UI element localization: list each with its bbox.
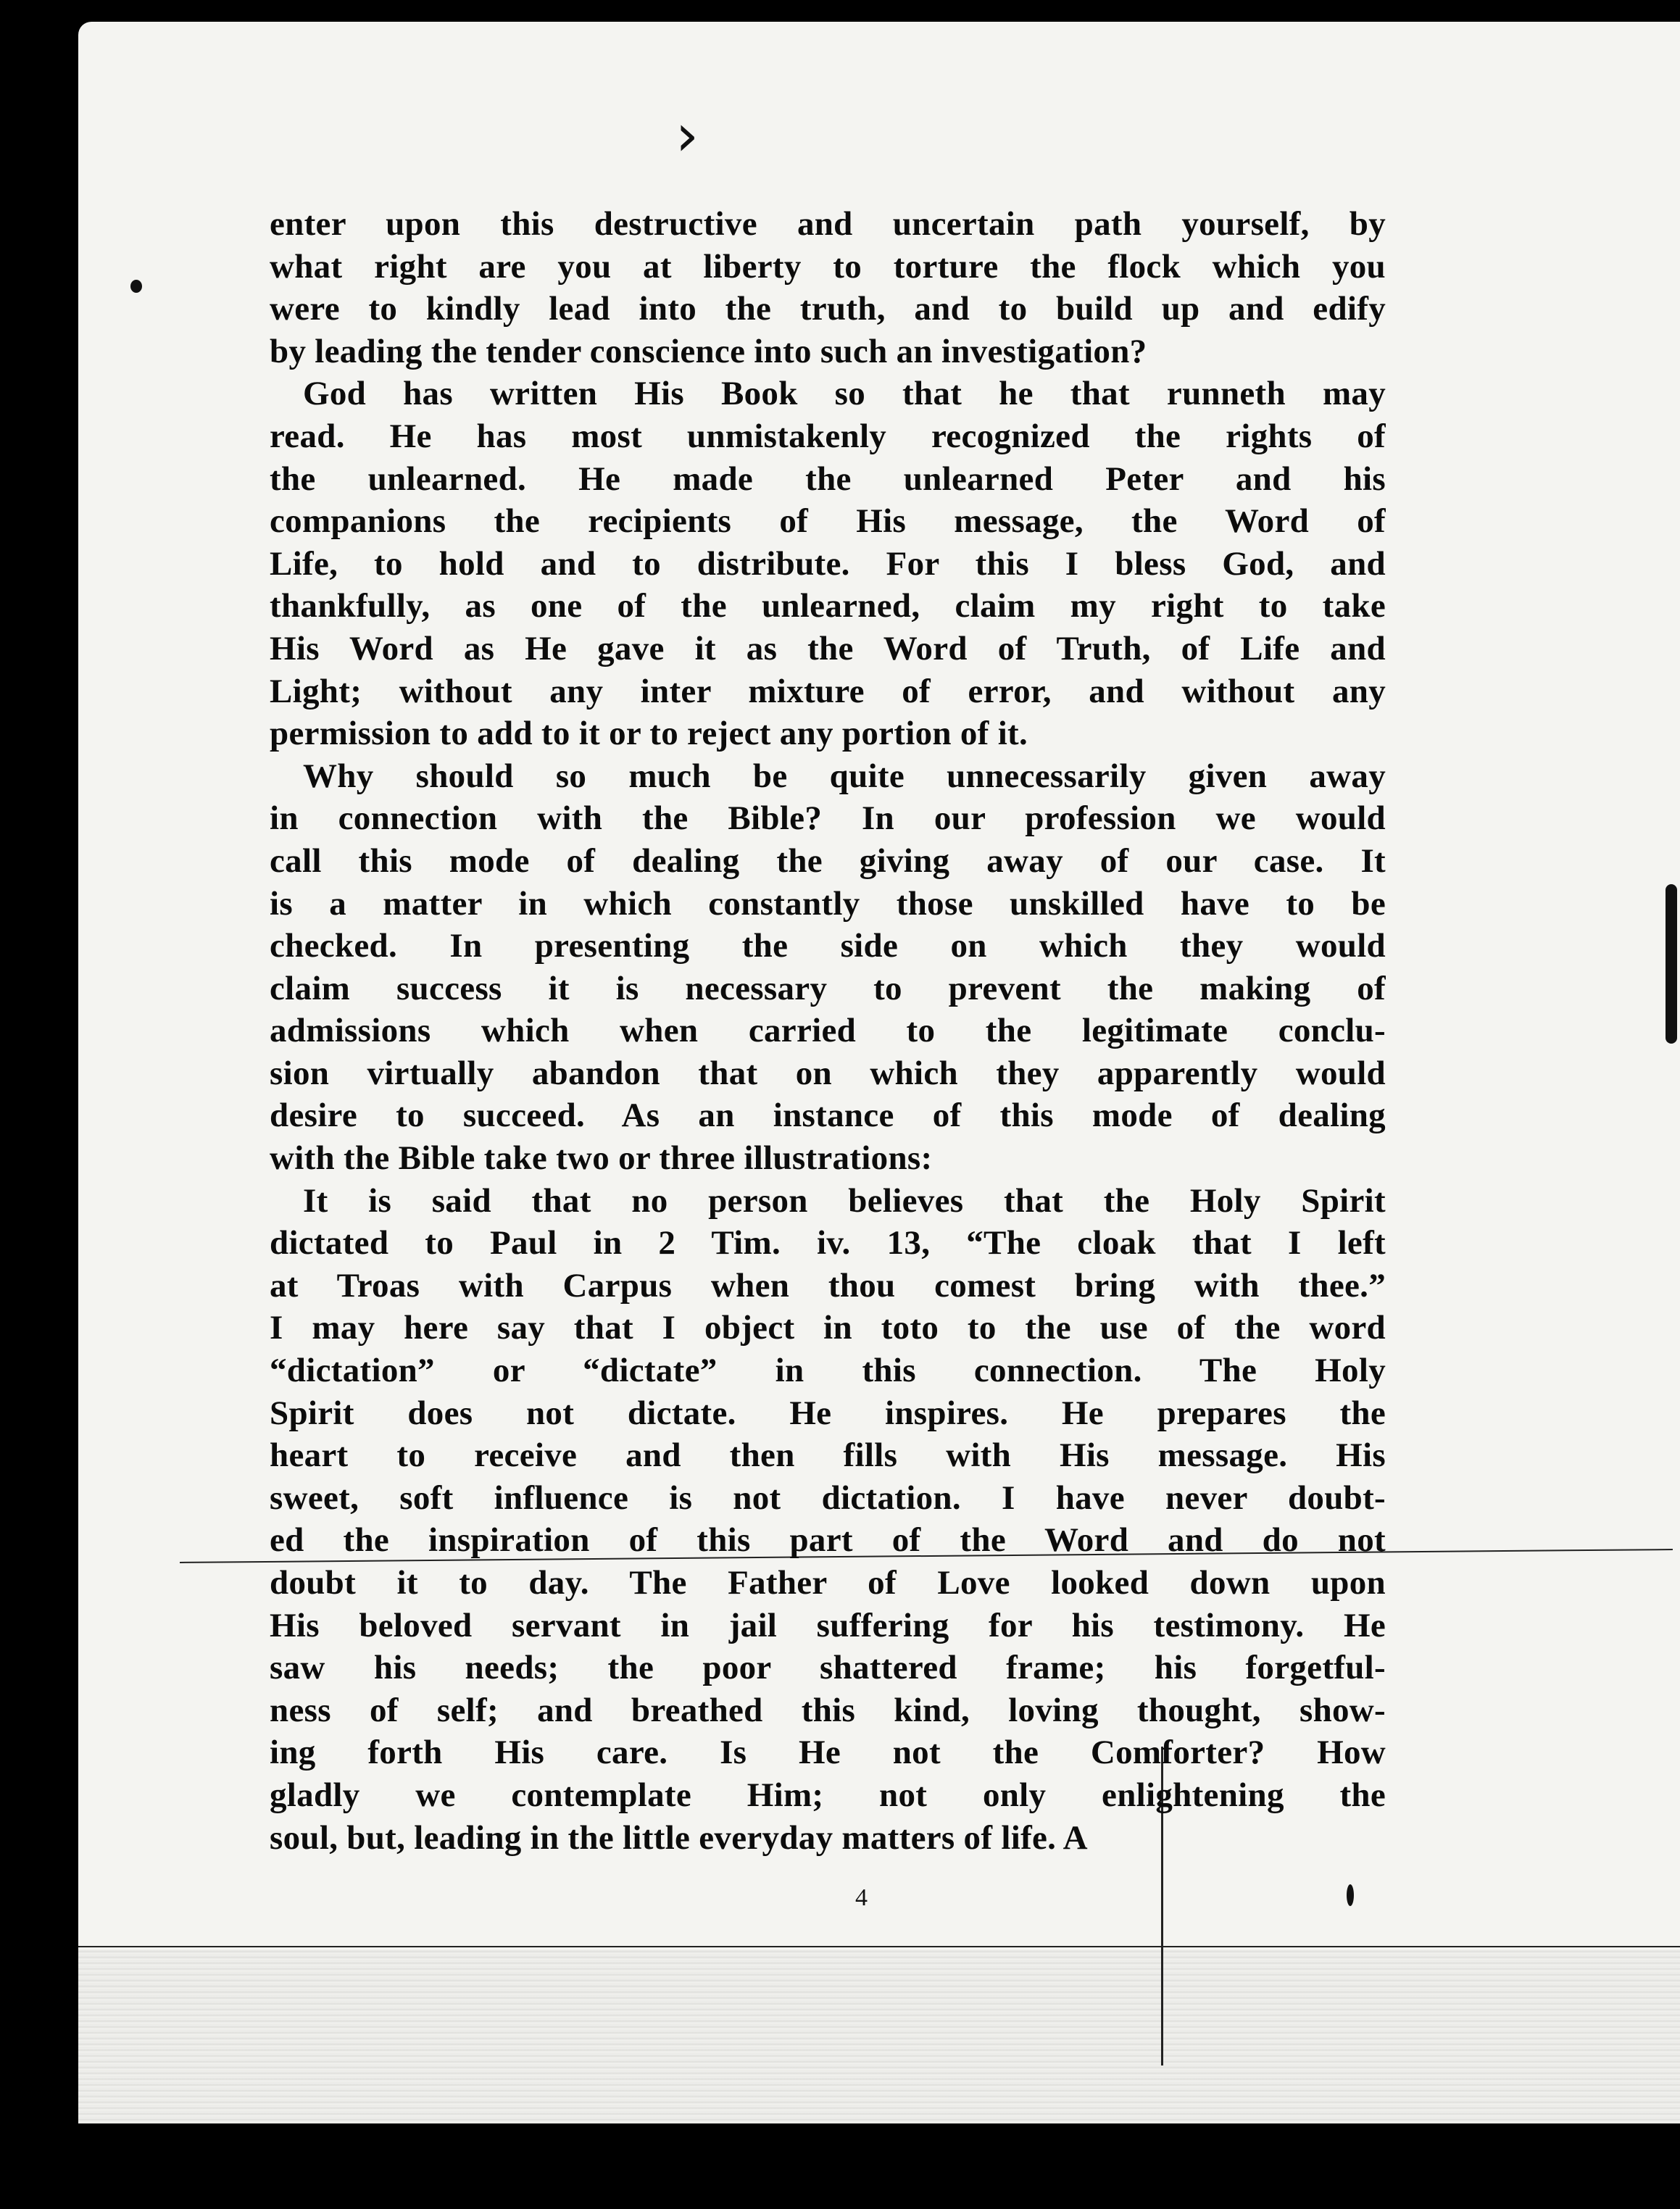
- text-line: soul, but, leading in the little everyday matters of life. A: [270, 1818, 1088, 1857]
- paragraph: [270, 1180, 1386, 1860]
- text-line: saw his needs; the poor shattered frame; his forgetful-: [270, 1649, 1386, 1687]
- text-line: Light; without any inter mixture of error, and without any: [270, 672, 1386, 710]
- paragraph: [270, 755, 1386, 1180]
- text-line: with the Bible take two or three illustrations:: [270, 1139, 933, 1178]
- text-line: admissions which when carried to the legitimate conclu-: [270, 1012, 1386, 1050]
- text-line: heart to receive and then fills with His message. His: [270, 1436, 1386, 1475]
- text-line: doubt it to day. The Father of Love looked down upon: [270, 1564, 1386, 1602]
- text-line: ing forth His care. Is He not the Comforter? How: [270, 1734, 1386, 1772]
- page-header-mark: ›: [675, 101, 699, 169]
- text-line: His Word as He gave it as the Word of Truth, of Life and: [270, 629, 1386, 667]
- text-line: His beloved servant in jail suffering for his testimony. He: [270, 1606, 1386, 1644]
- text-line: ed the inspiration of this part of the Word and do not: [270, 1521, 1386, 1560]
- paragraph: [270, 203, 1386, 373]
- text-line: gladly we contemplate Him; not only enlightening the: [270, 1776, 1386, 1814]
- bottom-rule-line: [78, 1946, 1680, 1947]
- text-line: dictated to Paul in 2 Tim. iv. 13, “The cloak that I left: [270, 1224, 1386, 1262]
- text-line: sweet, soft influence is not dictation. I have never doubt-: [270, 1478, 1386, 1517]
- text-line: permission to add to it or to reject any portion of it.: [270, 715, 1028, 753]
- text-line: Spirit does not dictate. He inspires. He prepares the: [270, 1394, 1386, 1432]
- document-body: [270, 203, 1386, 1859]
- text-line: ness of self; and breathed this kind, loving thought, show-: [270, 1691, 1386, 1729]
- text-line: Life, to hold and to distribute. For this I bless God, and: [270, 544, 1386, 583]
- text-line: read. He has most unmistakenly recognized the rights of: [270, 417, 1386, 455]
- text-line: companions the recipients of His message, the Word of: [270, 502, 1386, 541]
- paragraph: [270, 373, 1386, 754]
- text-line: thankfully, as one of the unlearned, claim my right to take: [270, 587, 1386, 625]
- text-line: call this mode of dealing the giving away of our case. It: [270, 841, 1386, 880]
- text-line: at Troas with Carpus when thou comest bring with thee.”: [270, 1266, 1386, 1305]
- text-line: It is said that no person believes that the Holy Spirit: [303, 1181, 1386, 1220]
- text-line: what right are you at liberty to torture the flock which you: [270, 247, 1386, 286]
- text-line: the unlearned. He made the unlearned Peter and his: [270, 459, 1386, 498]
- page-margin-noise: [78, 1950, 1680, 2123]
- text-line: God has written His Book so that he that runneth may: [303, 375, 1386, 413]
- text-line: “dictation” or “dictate” in this connection. The Holy: [270, 1352, 1386, 1390]
- text-line: by leading the tender conscience into such an investigation?: [270, 332, 1147, 370]
- text-line: in connection with the Bible? In our profession we would: [270, 799, 1386, 838]
- page-number: 4: [855, 1884, 868, 1911]
- text-line: enter upon this destructive and uncertain path yourself, by: [270, 205, 1386, 243]
- text-line: sion virtually abandon that on which they apparently would: [270, 1054, 1386, 1092]
- text-line: checked. In presenting the side on which they would: [270, 927, 1386, 965]
- text-line: claim success it is necessary to prevent the making of: [270, 969, 1386, 1007]
- text-line: desire to succeed. As an instance of this mode of dealing: [270, 1097, 1386, 1135]
- text-line: is a matter in which constantly those unskilled have to be: [270, 884, 1386, 923]
- text-line: I may here say that I object in toto to the use of the word: [270, 1309, 1386, 1347]
- text-line: Why should so much be quite unnecessarily given away: [303, 757, 1386, 795]
- text-line: were to kindly lead into the truth, and to build up and edify: [270, 290, 1386, 328]
